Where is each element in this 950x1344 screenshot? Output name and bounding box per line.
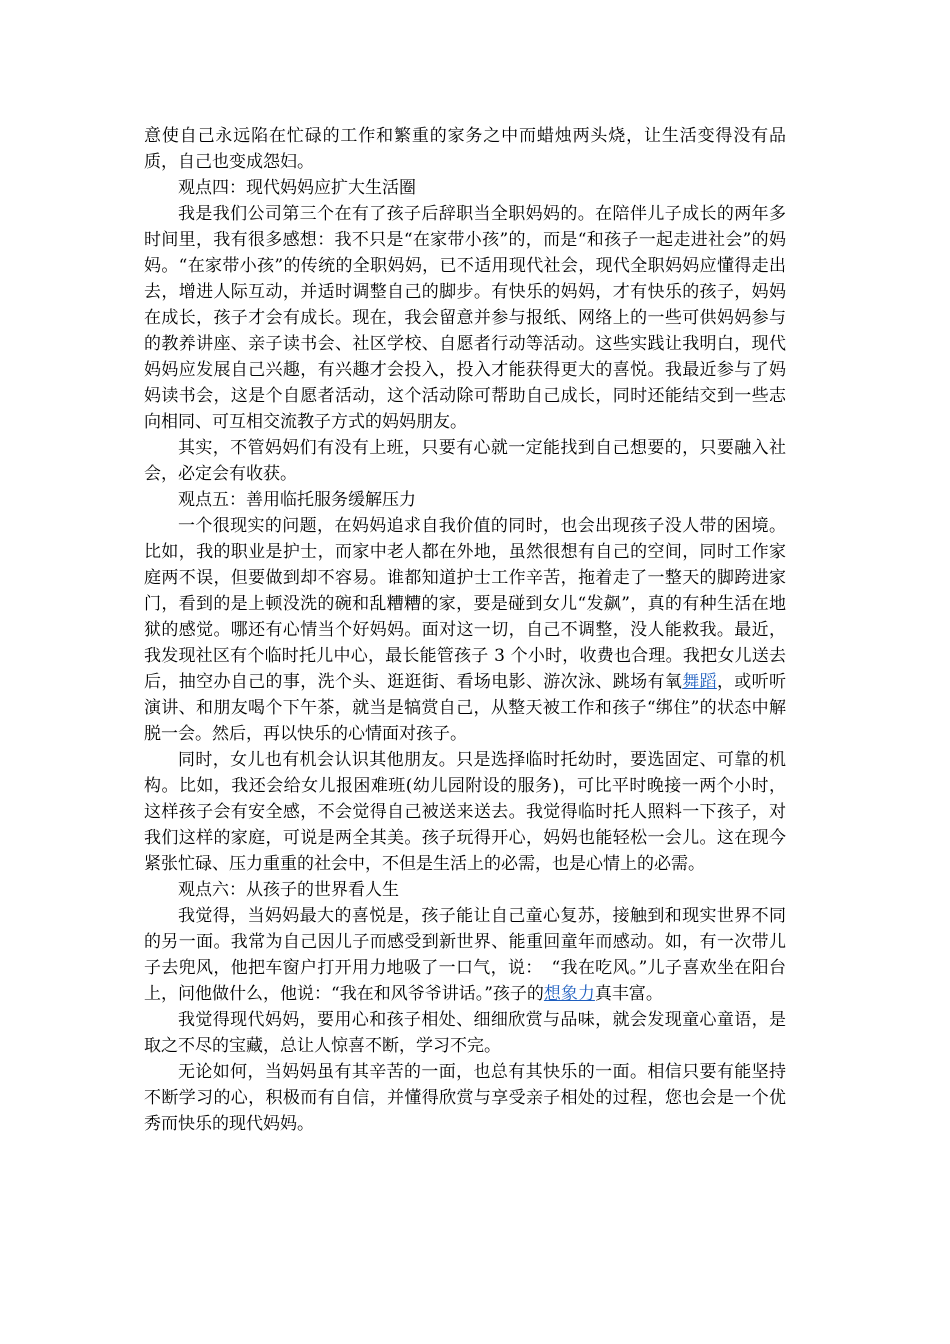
paragraph: 无论如何，当妈妈虽有其辛苦的一面，也总有其快乐的一面。相信只要有能坚持不断学习的心，积极而有自信，并懂得欣赏与享受亲子相处的过程，您也会是一个优秀而快乐的现代妈妈。 — [144, 1062, 786, 1134]
imagination-link[interactable]: 想象力 — [543, 984, 595, 1004]
heading-viewpoint-6: 观点六：从孩子的世界看人生 — [178, 880, 399, 900]
paragraph-text: 我觉得，当妈妈最大的喜悦是，孩子能让自己童心复苏，接触到和现实世界不同的另一面。我常为自己因儿子而感受到新世界、能重回童年而感动。如，有一次带儿子去兜风，他把车窗户打开用力地吸了一口气，说： “我在吃风。”儿子喜欢坐在阳台上，问他做什么，他说：“我在和风爷爷讲话。”孩子的 — [144, 906, 786, 1004]
paragraph: 同时，女儿也有机会认识其他朋友。只是选择临时托幼时，要选固定、可靠的机构。比如，我还会给女儿报困难班(幼儿园附设的服务)，可比平时晚接一两个小时，这样孩子会有安全感，不会觉得自己被送来送去。我觉得临时托人照料一下孩子，对我们这样的家庭，可说是两全其美。孩子玩得开心，妈妈也能轻松一会儿。这在现今紧张忙碌、压力重重的社会中，不但是生活上的必需，也是心情上的必需。 — [144, 750, 786, 874]
paragraph-text: ，或听听演讲、和朋友喝个下午茶，就当是犒赏自己，从整天被工作和孩子“绑住”的状态中解脱一会。然后，再以快乐的心情面对孩子。 — [144, 672, 787, 744]
paragraph: 我是我们公司第三个在有了孩子后辞职当全职妈妈的。在陪伴儿子成长的两年多时间里，我有很多感想：我不只是“在家带小孩”的，而是“和孩子一起走进社会”的妈妈。“在家带小孩”的传统的全职妈妈，已不适用现代社会，现代全职妈妈应懂得走出去，增进人际互动，并适时调整自己的脚步。有快乐的妈妈，才有快乐的孩子，妈妈在成长，孩子才会有成长。现在，我会留意并参与报纸、网络上的一些可供妈妈参与的教养讲座、亲子读书会、社区学校、自愿者行动等活动。这些实践让我明白，现代妈妈应发展自己兴趣，有兴趣才会投入，投入才能获得更大的喜悦。我最近参与了妈妈读书会，这是个自愿者活动，这个活动除可帮助自己成长，同时还能结交到一些志向相同、可互相交流教子方式的妈妈朋友。 — [144, 204, 786, 432]
document-body — [144, 123, 786, 1137]
paragraph-text: 一个很现实的问题，在妈妈追求自我价值的同时，也会出现孩子没人带的困境。比如，我的职业是护士，而家中老人都在外地，虽然很想有自己的空间，同时工作家庭两不误，但要做到却不容易。谁都知道护士工作辛苦，拖着走了一整天的脚跨进家门，看到的是上顿没洗的碗和乱糟糟的家，要是碰到女儿“发飙”，真的有种生活在地狱的感觉。哪还有心情当个好妈妈。面对这一切，自己不调整，没人能救我。最近，我发现社区有个临时托儿中心，最长能管孩子 3 个小时，收费也合理。我把女儿送去后，抽空办自己的事，洗个头、逛逛街、看场电影、游次泳、跳场有氧 — [144, 516, 786, 692]
heading-viewpoint-5: 观点五：善用临托服务缓解压力 — [178, 490, 416, 510]
paragraph-text: 真丰富。 — [594, 984, 663, 1004]
dance-link[interactable]: 舞蹈 — [682, 672, 717, 692]
paragraph-with-link — [144, 513, 786, 747]
paragraph: 我觉得现代妈妈，要用心和孩子相处、细细欣赏与品味，就会发现童心童语，是取之不尽的宝藏，总让人惊喜不断，学习不完。 — [144, 1010, 786, 1056]
heading-viewpoint-4: 观点四：现代妈妈应扩大生活圈 — [178, 178, 416, 198]
paragraph-continued: 意使自己永远陷在忙碌的工作和繁重的家务之中而蜡烛两头烧，让生活变得没有品质，自己也变成怨妇。 — [144, 126, 786, 172]
paragraph-with-link — [144, 903, 786, 1007]
paragraph: 其实，不管妈妈们有没有上班，只要有心就一定能找到自己想要的，只要融入社会，必定会有收获。 — [144, 438, 786, 484]
